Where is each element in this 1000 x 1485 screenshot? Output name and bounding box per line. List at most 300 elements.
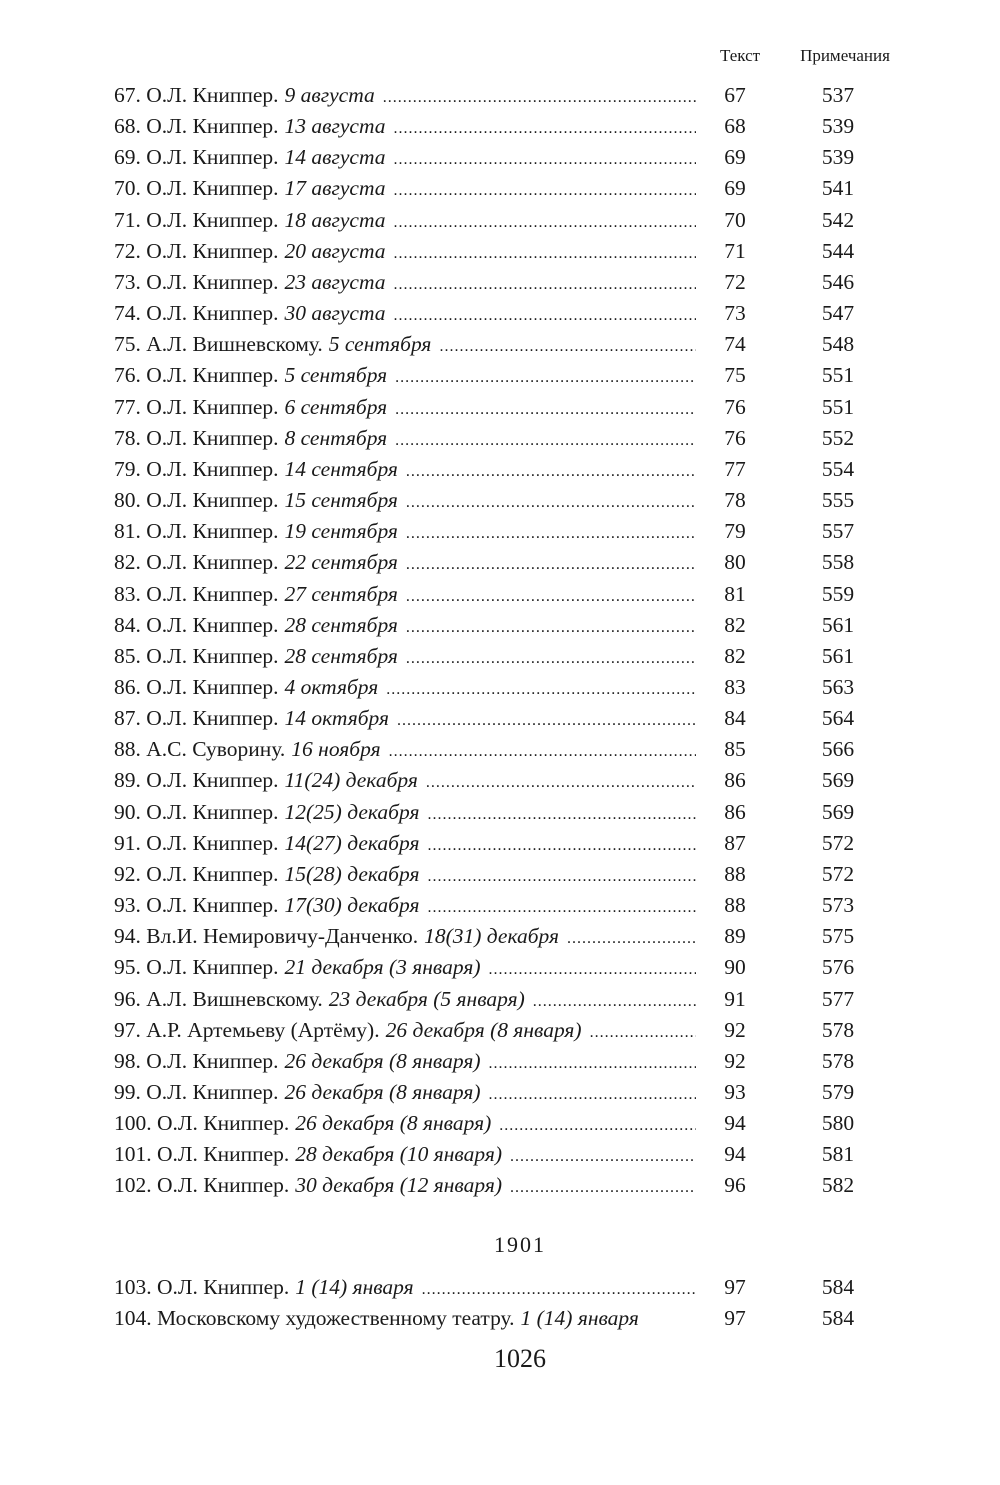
entry-label	[114, 984, 696, 1017]
dot-leader	[499, 1110, 696, 1141]
entry-date: 22 сентября	[284, 550, 398, 575]
entry-recipient: О.Л. Книппер.	[146, 238, 279, 263]
entry-title	[114, 797, 279, 828]
entry-recipient: О.Л. Книппер.	[146, 612, 279, 637]
text-page-number: 97	[724, 1275, 746, 1299]
toc-entry	[114, 641, 894, 672]
toc-entry	[114, 1015, 894, 1046]
entry-title	[114, 423, 279, 454]
dot-leader	[397, 705, 696, 736]
entry-date: 26 декабря (8 января)	[385, 1017, 582, 1042]
dot-leader	[427, 861, 696, 892]
entry-number: 91.	[114, 830, 141, 855]
notes-page-number: 584	[821, 1275, 855, 1299]
entry-title	[114, 1303, 515, 1334]
entry-number: 78.	[114, 425, 141, 450]
entry-date: 17(30) декабря	[284, 893, 420, 918]
entry-label	[114, 454, 696, 487]
toc-entry	[114, 547, 894, 578]
entry-recipient: О.Л. Книппер.	[146, 674, 279, 699]
entry-recipient: О.Л. Книппер.	[146, 893, 279, 918]
toc-entry	[114, 734, 894, 765]
entry-number: 86.	[114, 674, 141, 699]
entry-date: 23 августа	[284, 269, 386, 294]
entry-date: 26 декабря (8 января)	[295, 1111, 492, 1136]
entry-number: 76.	[114, 363, 141, 388]
entry-number: 101.	[114, 1142, 152, 1167]
entry-date: 20 августа	[284, 238, 386, 263]
dot-leader	[386, 674, 696, 705]
entry-date: 27 сентября	[284, 581, 398, 606]
entry-label	[114, 298, 696, 331]
notes-page-number: 572	[821, 830, 855, 855]
text-page-number: 88	[724, 893, 746, 918]
dot-leader	[590, 1017, 696, 1048]
entry-date: 23 декабря (5 января)	[328, 986, 525, 1011]
entry-number: 83.	[114, 581, 141, 606]
entry-date: 14 октября	[284, 706, 389, 731]
dot-leader	[395, 362, 696, 393]
entry-label	[114, 1272, 696, 1305]
entry-date: 14 сентября	[284, 456, 398, 481]
notes-page-number: 584	[821, 1306, 855, 1331]
entry-title	[114, 173, 279, 204]
entry-number: 85.	[114, 643, 141, 668]
text-page-number: 69	[724, 145, 746, 170]
dot-leader	[489, 954, 697, 985]
dot-leader	[510, 1172, 696, 1203]
entry-recipient: О.Л. Книппер.	[157, 1275, 290, 1299]
dot-leader	[533, 986, 696, 1017]
dot-leader	[394, 207, 697, 238]
text-page-number: 70	[724, 207, 746, 232]
entry-number: 82.	[114, 550, 141, 575]
toc-entry	[114, 952, 894, 983]
dot-leader	[489, 1079, 697, 1110]
notes-page-number: 541	[821, 176, 855, 201]
toc-entry	[114, 984, 894, 1015]
entry-label	[114, 859, 696, 892]
text-page-number: 92	[724, 1048, 746, 1073]
entry-recipient: А.С. Суворину.	[146, 737, 286, 762]
entry-recipient: О.Л. Книппер.	[146, 207, 279, 232]
entry-date: 28 декабря (10 января)	[295, 1142, 502, 1167]
entry-number: 68.	[114, 114, 141, 139]
notes-page-number: 551	[821, 363, 855, 388]
notes-page-number: 578	[821, 1048, 855, 1073]
dot-leader	[406, 612, 696, 643]
text-page-number: 93	[724, 1080, 746, 1104]
toc-entry	[114, 765, 894, 796]
entry-recipient: Вл.И. Немировичу-Данченко.	[146, 924, 419, 949]
toc-entry	[114, 1046, 894, 1077]
entry-title	[114, 267, 279, 298]
entry-date: 1 (14) января	[295, 1275, 414, 1299]
toc-entry	[114, 579, 894, 610]
notes-page-number: 557	[821, 519, 855, 544]
entry-label	[114, 205, 696, 238]
entry-title	[114, 1015, 380, 1046]
entry-date: 26 декабря (8 января)	[284, 1048, 481, 1073]
toc-entry	[114, 1170, 894, 1201]
text-page-number: 92	[724, 1017, 746, 1042]
text-page-number: 82	[724, 643, 746, 668]
entry-title	[114, 516, 279, 547]
entry-title	[114, 454, 279, 485]
toc-entry	[114, 80, 894, 111]
text-page-number: 71	[724, 238, 746, 263]
toc-entry	[114, 859, 894, 890]
text-page-number: 69	[724, 176, 746, 201]
entry-title	[114, 672, 279, 703]
toc-entry	[114, 205, 894, 236]
entry-recipient: А.Р. Артемьеву (Артёму).	[146, 1017, 380, 1042]
toc-entry	[114, 1272, 894, 1303]
entry-number: 73.	[114, 269, 141, 294]
entry-date: 6 сентября	[284, 394, 388, 419]
notes-page-number: 580	[821, 1111, 855, 1136]
text-page-number: 94	[724, 1111, 746, 1136]
entry-title	[114, 1077, 279, 1108]
entry-label	[114, 267, 696, 300]
entry-number: 100.	[114, 1111, 152, 1136]
entry-number: 92.	[114, 861, 141, 886]
entry-recipient: О.Л. Книппер.	[146, 488, 279, 513]
entry-number: 98.	[114, 1048, 141, 1073]
dot-leader	[427, 892, 696, 923]
entry-recipient: О.Л. Книппер.	[146, 145, 279, 170]
entry-number: 75.	[114, 332, 141, 357]
entry-title	[114, 111, 279, 142]
notes-page-number: 546	[821, 269, 855, 294]
dot-leader	[394, 238, 697, 269]
entry-date: 21 декабря (3 января)	[284, 955, 481, 980]
entry-label	[114, 1015, 696, 1048]
entry-number: 72.	[114, 238, 141, 263]
text-page-number: 79	[724, 519, 746, 544]
entry-date: 8 сентября	[284, 425, 388, 450]
entry-title	[114, 360, 279, 391]
entry-date: 1 (14) января	[520, 1306, 639, 1331]
notes-page-number: 573	[821, 893, 855, 918]
entry-label	[114, 142, 696, 175]
entry-number: 90.	[114, 799, 141, 824]
notes-page-number: 539	[821, 145, 855, 170]
entry-recipient: О.Л. Книппер.	[146, 768, 279, 793]
text-page-number: 88	[724, 861, 746, 886]
toc-entry	[114, 921, 894, 952]
entry-title	[114, 734, 285, 765]
text-page-number: 77	[724, 456, 746, 481]
entry-title	[114, 610, 279, 641]
toc-entry	[114, 485, 894, 516]
entry-title	[114, 205, 279, 236]
entry-recipient: О.Л. Книппер.	[157, 1173, 290, 1198]
entry-date: 17 августа	[284, 176, 386, 201]
dot-leader	[489, 1048, 697, 1079]
entry-label	[114, 890, 696, 923]
notes-page-number: 551	[821, 394, 855, 419]
dot-leader	[422, 1274, 696, 1305]
entry-recipient: О.Л. Книппер.	[146, 394, 279, 419]
entry-label	[114, 1303, 702, 1334]
entry-date: 14(27) декабря	[284, 830, 420, 855]
entry-title	[114, 1108, 289, 1139]
text-page-number: 82	[724, 612, 746, 637]
text-page-number: 84	[724, 706, 746, 731]
entry-recipient: О.Л. Книппер.	[146, 176, 279, 201]
entry-title	[114, 641, 279, 672]
entry-title	[114, 485, 279, 516]
entry-title	[114, 298, 279, 329]
entry-recipient: О.Л. Книппер.	[146, 643, 279, 668]
text-page-number: 94	[724, 1142, 746, 1167]
dot-leader	[406, 581, 696, 612]
entry-label	[114, 672, 696, 705]
text-page-number: 91	[724, 986, 746, 1011]
notes-page-number: 547	[821, 301, 855, 326]
entry-number: 103.	[114, 1275, 152, 1299]
entry-date: 11(24) декабря	[284, 768, 418, 793]
entry-title	[114, 859, 279, 890]
dot-leader	[394, 300, 697, 331]
dot-leader	[406, 518, 696, 549]
notes-page-number: 558	[821, 550, 855, 575]
entry-label	[114, 641, 696, 674]
entry-title	[114, 236, 279, 267]
notes-page-number: 566	[821, 737, 855, 762]
entry-recipient: О.Л. Книппер.	[146, 830, 279, 855]
text-page-number: 67	[724, 83, 746, 107]
entry-recipient: Московскому художественному театру.	[157, 1306, 515, 1331]
entry-label	[114, 1046, 696, 1079]
entry-label	[114, 1139, 696, 1172]
entry-date: 14 августа	[284, 145, 386, 170]
entry-title	[114, 329, 323, 360]
column-headers	[700, 46, 900, 70]
notes-page-number: 577	[821, 986, 855, 1011]
entry-recipient: А.Л. Вишневскому.	[146, 332, 323, 357]
entry-number: 84.	[114, 612, 141, 637]
dot-leader	[395, 394, 696, 425]
entry-recipient: О.Л. Книппер.	[157, 1111, 290, 1136]
dot-leader	[406, 643, 696, 674]
entry-label	[114, 1108, 696, 1141]
dot-leader	[394, 144, 697, 175]
entry-recipient: О.Л. Книппер.	[146, 1048, 279, 1073]
toc-entry	[114, 1077, 894, 1108]
table-of-contents	[114, 80, 894, 1202]
entry-label	[114, 173, 696, 206]
entry-number: 70.	[114, 176, 141, 201]
entry-date: 12(25) декабря	[284, 799, 420, 824]
entry-date: 15(28) декабря	[284, 861, 420, 886]
notes-page-number: 582	[821, 1173, 855, 1198]
dot-leader	[406, 487, 696, 518]
toc-entry	[114, 142, 894, 173]
entry-label	[114, 423, 696, 456]
toc-entry	[114, 392, 894, 423]
entry-label	[114, 765, 696, 798]
entry-recipient: О.Л. Книппер.	[146, 581, 279, 606]
dot-leader	[394, 269, 697, 300]
toc-entry	[114, 797, 894, 828]
entry-title	[114, 392, 279, 423]
entry-date: 16 ноября	[291, 737, 381, 762]
entry-title	[114, 890, 279, 921]
entry-recipient: О.Л. Книппер.	[146, 550, 279, 575]
entry-number: 97.	[114, 1017, 141, 1042]
notes-page-number: 578	[821, 1017, 855, 1042]
text-page-number: 76	[724, 425, 746, 450]
entry-recipient: О.Л. Книппер.	[146, 1080, 279, 1104]
entry-title	[114, 1272, 289, 1303]
text-page-number: 83	[724, 674, 746, 699]
year-heading: 1901	[494, 1232, 546, 1257]
toc-entry	[114, 454, 894, 485]
entry-recipient: О.Л. Книппер.	[146, 269, 279, 294]
entry-recipient: О.Л. Книппер.	[157, 1142, 290, 1167]
entry-title	[114, 547, 279, 578]
entry-number: 87.	[114, 706, 141, 731]
entry-label	[114, 360, 696, 393]
dot-leader	[383, 82, 696, 113]
entry-label	[114, 111, 696, 144]
entry-recipient: О.Л. Книппер.	[146, 456, 279, 481]
notes-page-number: 559	[821, 581, 855, 606]
notes-page-number: 544	[821, 238, 855, 263]
dot-leader	[439, 331, 696, 362]
entry-recipient: О.Л. Книппер.	[146, 83, 279, 107]
text-page-number: 76	[724, 394, 746, 419]
entry-date: 13 августа	[284, 114, 386, 139]
table-of-contents-1901	[114, 1272, 894, 1334]
entry-number: 74.	[114, 301, 141, 326]
entry-label	[114, 579, 696, 612]
text-page-number: 85	[724, 737, 746, 762]
entry-label	[114, 734, 696, 767]
entry-date: 9 августа	[284, 83, 375, 107]
entry-label	[114, 485, 696, 518]
entry-label	[114, 797, 696, 830]
toc-entry	[114, 329, 894, 360]
toc-entry	[114, 516, 894, 547]
text-page-number: 86	[724, 768, 746, 793]
entry-date: 15 сентября	[284, 488, 398, 513]
entry-label	[114, 329, 696, 362]
entry-number: 104.	[114, 1306, 152, 1331]
notes-page-number: 576	[821, 955, 855, 980]
notes-page-number: 555	[821, 488, 855, 513]
toc-entry	[114, 890, 894, 921]
toc-entry	[114, 111, 894, 142]
entry-number: 80.	[114, 488, 141, 513]
text-page-number: 87	[724, 830, 746, 855]
entry-number: 93.	[114, 893, 141, 918]
entry-label	[114, 828, 696, 861]
toc-entry	[114, 423, 894, 454]
entry-recipient: О.Л. Книппер.	[146, 706, 279, 731]
notes-page-number: 539	[821, 114, 855, 139]
entry-number: 79.	[114, 456, 141, 481]
entry-label	[114, 392, 696, 425]
toc-entry	[114, 1139, 894, 1170]
entry-date: 18 августа	[284, 207, 386, 232]
entry-title	[114, 1046, 279, 1077]
text-page-number: 73	[724, 301, 746, 326]
entry-date: 5 сентября	[328, 332, 432, 357]
toc-entry	[114, 236, 894, 267]
toc-entry	[114, 360, 894, 391]
notes-page-number: 575	[821, 924, 855, 949]
dot-leader	[394, 175, 697, 206]
entry-date: 4 октября	[284, 674, 379, 699]
entry-number: 77.	[114, 394, 141, 419]
entry-title	[114, 80, 279, 111]
notes-page-number: 569	[821, 768, 855, 793]
entry-number: 89.	[114, 768, 141, 793]
dot-leader	[395, 425, 696, 456]
dot-leader	[426, 767, 696, 798]
notes-page-number: 548	[821, 332, 855, 357]
entry-title	[114, 828, 279, 859]
notes-page-number: 537	[821, 83, 855, 107]
entry-title	[114, 142, 279, 173]
notes-page-number: 561	[821, 612, 855, 637]
notes-page-number: 579	[821, 1080, 855, 1104]
notes-page-number: 569	[821, 799, 855, 824]
entry-title	[114, 921, 418, 952]
toc-entry	[114, 267, 894, 298]
notes-page-number: 552	[821, 425, 855, 450]
text-page-number: 74	[724, 332, 746, 357]
notes-page-number: 572	[821, 861, 855, 886]
entry-recipient: А.Л. Вишневскому.	[146, 986, 323, 1011]
entry-number: 71.	[114, 207, 141, 232]
dot-leader	[406, 549, 696, 580]
dot-leader	[427, 830, 696, 861]
notes-page-number: 561	[821, 643, 855, 668]
entry-number: 96.	[114, 986, 141, 1011]
toc-entry	[114, 610, 894, 641]
entry-number: 81.	[114, 519, 141, 544]
notes-column-header: Примечания	[800, 46, 890, 65]
notes-page-number: 554	[821, 456, 855, 481]
entry-recipient: О.Л. Книппер.	[146, 425, 279, 450]
entry-label	[114, 547, 696, 580]
toc-entry	[114, 828, 894, 859]
notes-page-number: 564	[821, 706, 855, 731]
entry-label	[114, 516, 696, 549]
entry-label	[114, 921, 696, 954]
entry-title	[114, 579, 279, 610]
entry-label	[114, 703, 696, 736]
text-column-header: Текст	[719, 46, 761, 65]
entry-date: 18(31) декабря	[424, 924, 560, 949]
text-page-number: 97	[724, 1306, 746, 1331]
entry-date: 5 сентября	[284, 363, 388, 388]
entry-title	[114, 703, 279, 734]
text-page-number: 96	[724, 1173, 746, 1198]
entry-label	[114, 952, 696, 985]
page-number: 1026	[494, 1344, 546, 1373]
entry-number: 67.	[114, 83, 141, 107]
notes-page-number: 581	[821, 1142, 855, 1167]
text-page-number: 90	[724, 955, 746, 980]
entry-title	[114, 984, 323, 1015]
toc-entry	[114, 672, 894, 703]
entry-title	[114, 1139, 289, 1170]
